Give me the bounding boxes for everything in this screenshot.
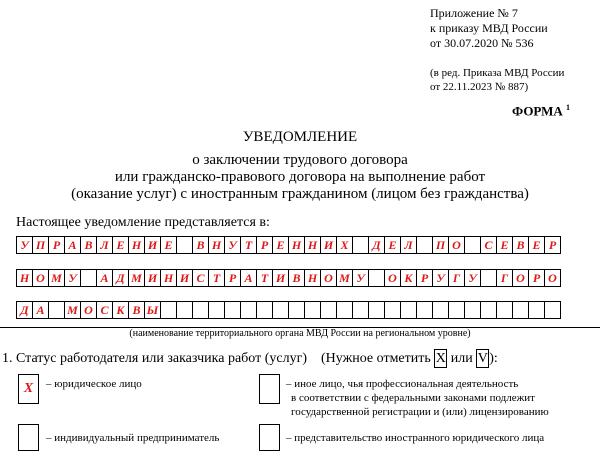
letter-cell[interactable]: Р	[48, 236, 65, 254]
letter-cell[interactable]: В	[192, 236, 209, 254]
letter-cell[interactable]: Л	[96, 236, 113, 254]
section-1-heading	[2, 348, 498, 370]
letter-cell[interactable]: Р	[256, 236, 273, 254]
letter-cell[interactable]: Е	[496, 236, 513, 254]
letter-cell[interactable]: Е	[272, 236, 289, 254]
letter-cell[interactable]: Н	[304, 269, 321, 287]
document-title: УВЕДОМЛЕНИЕ	[242, 129, 358, 145]
letter-cell[interactable]: В	[80, 236, 97, 254]
letter-cell[interactable]: М	[48, 269, 65, 287]
letter-cell[interactable]	[288, 301, 305, 319]
letter-cell[interactable]: Т	[256, 269, 273, 287]
letter-cell[interactable]: Д	[368, 236, 385, 254]
hint-suffix: ):	[489, 351, 498, 366]
letter-cell[interactable]: Т	[240, 236, 257, 254]
letter-cell[interactable]: Н	[304, 236, 321, 254]
letter-cell[interactable]	[544, 301, 561, 319]
letter-cell[interactable]: И	[272, 269, 289, 287]
letter-cell[interactable]: У	[224, 236, 241, 254]
authority-name-row-3	[16, 301, 560, 319]
letter-cell[interactable]	[240, 301, 257, 319]
foreign-representation-label: – представительство иностранного юридического лица	[286, 432, 545, 444]
letter-cell[interactable]: У	[16, 236, 33, 254]
hint-x-box: X	[435, 351, 446, 367]
letter-cell[interactable]	[368, 269, 385, 287]
hint-v-box: V	[477, 351, 488, 367]
letter-cell[interactable]: Р	[528, 269, 545, 287]
form-footnote-mark: 1	[566, 103, 571, 112]
letter-cell[interactable]: О	[512, 269, 529, 287]
letter-cell[interactable]	[160, 301, 177, 319]
letter-cell[interactable]: С	[480, 236, 497, 254]
letter-cell[interactable]: Е	[384, 236, 401, 254]
letter-cell[interactable]	[384, 301, 401, 319]
letter-cell[interactable]	[448, 301, 465, 319]
letter-cell[interactable]: В	[512, 236, 529, 254]
letter-cell[interactable]: Н	[160, 269, 177, 287]
other-person-checkbox[interactable]	[259, 374, 280, 404]
letter-cell[interactable]	[432, 301, 449, 319]
other-person-label-line-2: в соответствии с федеральными законами подлежит	[291, 392, 535, 404]
letter-cell[interactable]: С	[96, 301, 113, 319]
letter-cell[interactable]	[512, 301, 529, 319]
letter-cell[interactable]	[416, 236, 433, 254]
individual-entrepreneur-label: – индивидуальный предприниматель	[46, 432, 220, 444]
letter-cell[interactable]: У	[352, 269, 369, 287]
letter-cell[interactable]	[224, 301, 241, 319]
submitted-to-label: Настоящее уведомление представляется в:	[16, 215, 270, 230]
individual-entrepreneur-checkbox[interactable]	[18, 424, 39, 451]
letter-cell[interactable]: О	[320, 269, 337, 287]
letter-cell[interactable]	[304, 301, 321, 319]
letter-cell[interactable]	[80, 269, 97, 287]
letter-cell[interactable]: Г	[448, 269, 465, 287]
order-date: от 30.07.2020 № 536	[430, 36, 534, 50]
letter-cell[interactable]: А	[64, 236, 81, 254]
title-line-3: (оказание услуг) с иностранным гражданином (лицом без гражданства)	[71, 186, 529, 202]
letter-cell[interactable]: Х	[336, 236, 353, 254]
letter-cell[interactable]	[208, 301, 225, 319]
letter-cell[interactable]	[496, 301, 513, 319]
letter-cell[interactable]: Л	[400, 236, 417, 254]
authority-caption: (наименование территориального органа МВД России на региональном уровне)	[129, 328, 471, 339]
legal-entity-label: – юридическое лицо	[46, 378, 142, 390]
letter-cell[interactable]: Р	[224, 269, 241, 287]
other-person-label-line-3: государственной регистрации и (или) лицензированию	[291, 406, 549, 418]
letter-cell[interactable]: А	[240, 269, 257, 287]
edition-line-1: (в ред. Приказа МВД России	[430, 67, 565, 79]
hint-prefix: (Нужное отметить	[321, 351, 431, 366]
letter-cell[interactable]	[464, 301, 481, 319]
letter-cell[interactable]: К	[400, 269, 417, 287]
letter-cell[interactable]: И	[176, 269, 193, 287]
letter-cell[interactable]: А	[96, 269, 113, 287]
edition-line-2: от 22.11.2023 № 887)	[430, 81, 529, 93]
letter-cell[interactable]: Р	[544, 236, 561, 254]
letter-cell[interactable]: Ы	[144, 301, 161, 319]
authority-name-row-2	[16, 269, 560, 287]
title-line-1: о заключении трудового договора	[192, 152, 408, 168]
letter-cell[interactable]: У	[464, 269, 481, 287]
letter-cell[interactable]: С	[192, 269, 209, 287]
letter-cell[interactable]: Е	[528, 236, 545, 254]
letter-cell[interactable]: Д	[112, 269, 129, 287]
letter-cell[interactable]	[192, 301, 209, 319]
letter-cell[interactable]: И	[144, 236, 161, 254]
letter-cell[interactable]: П	[32, 236, 49, 254]
letter-cell[interactable]: Н	[288, 236, 305, 254]
other-person-label	[286, 377, 549, 419]
letter-cell[interactable]	[272, 301, 289, 319]
letter-cell[interactable]: М	[336, 269, 353, 287]
order-reference: к приказу МВД России	[430, 21, 548, 35]
letter-cell[interactable]	[320, 301, 337, 319]
letter-cell[interactable]: О	[448, 236, 465, 254]
other-person-label-line-1: – иное лицо, чья профессиональная деятельность	[286, 378, 519, 390]
letter-cell[interactable]: О	[384, 269, 401, 287]
letter-cell[interactable]	[176, 301, 193, 319]
letter-cell[interactable]: Т	[208, 269, 225, 287]
appendix-number: Приложение № 7	[430, 6, 518, 20]
letter-cell[interactable]: Д	[16, 301, 33, 319]
letter-cell[interactable]	[464, 236, 481, 254]
letter-cell[interactable]	[176, 236, 193, 254]
letter-cell[interactable]: Н	[208, 236, 225, 254]
letter-cell[interactable]: П	[432, 236, 449, 254]
letter-cell[interactable]	[352, 301, 369, 319]
letter-cell[interactable]: М	[128, 269, 145, 287]
letter-cell[interactable]	[368, 301, 385, 319]
title-line-2: или гражданско-правового договора на выполнение работ	[114, 169, 486, 185]
letter-cell[interactable]: Г	[496, 269, 513, 287]
letter-cell[interactable]: Е	[112, 236, 129, 254]
letter-cell[interactable]: У	[432, 269, 449, 287]
letter-cell[interactable]	[352, 236, 369, 254]
letter-cell[interactable]: О	[80, 301, 97, 319]
letter-cell[interactable]	[336, 301, 353, 319]
letter-cell[interactable]	[480, 269, 497, 287]
letter-cell[interactable]	[528, 301, 545, 319]
letter-cell[interactable]: М	[64, 301, 81, 319]
letter-cell[interactable]: А	[32, 301, 49, 319]
letter-cell[interactable]: О	[544, 269, 561, 287]
letter-cell[interactable]	[416, 301, 433, 319]
letter-cell[interactable]	[256, 301, 273, 319]
letter-cell[interactable]: И	[144, 269, 161, 287]
letter-cell[interactable]: Р	[416, 269, 433, 287]
letter-cell[interactable]: Н	[128, 236, 145, 254]
letter-cell[interactable]: В	[288, 269, 305, 287]
form-label: ФОРМА $^1$	[512, 103, 571, 119]
legal-entity-checkbox[interactable]: X	[18, 374, 39, 404]
section-1-title: 1. Статус работодателя или заказчика работ (услуг)	[2, 351, 307, 366]
letter-cell[interactable]	[400, 301, 417, 319]
letter-cell[interactable]: О	[32, 269, 49, 287]
letter-cell[interactable]	[48, 301, 65, 319]
letter-cell[interactable]: К	[112, 301, 129, 319]
letter-cell[interactable]: Н	[16, 269, 33, 287]
authority-name-row-1	[16, 236, 560, 254]
letter-cell[interactable]	[480, 301, 497, 319]
hint-or: или	[450, 351, 473, 366]
foreign-representation-checkbox[interactable]	[259, 424, 280, 451]
letter-cell[interactable]: Е	[160, 236, 177, 254]
letter-cell[interactable]: В	[128, 301, 145, 319]
letter-cell[interactable]: И	[320, 236, 337, 254]
letter-cell[interactable]: У	[64, 269, 81, 287]
